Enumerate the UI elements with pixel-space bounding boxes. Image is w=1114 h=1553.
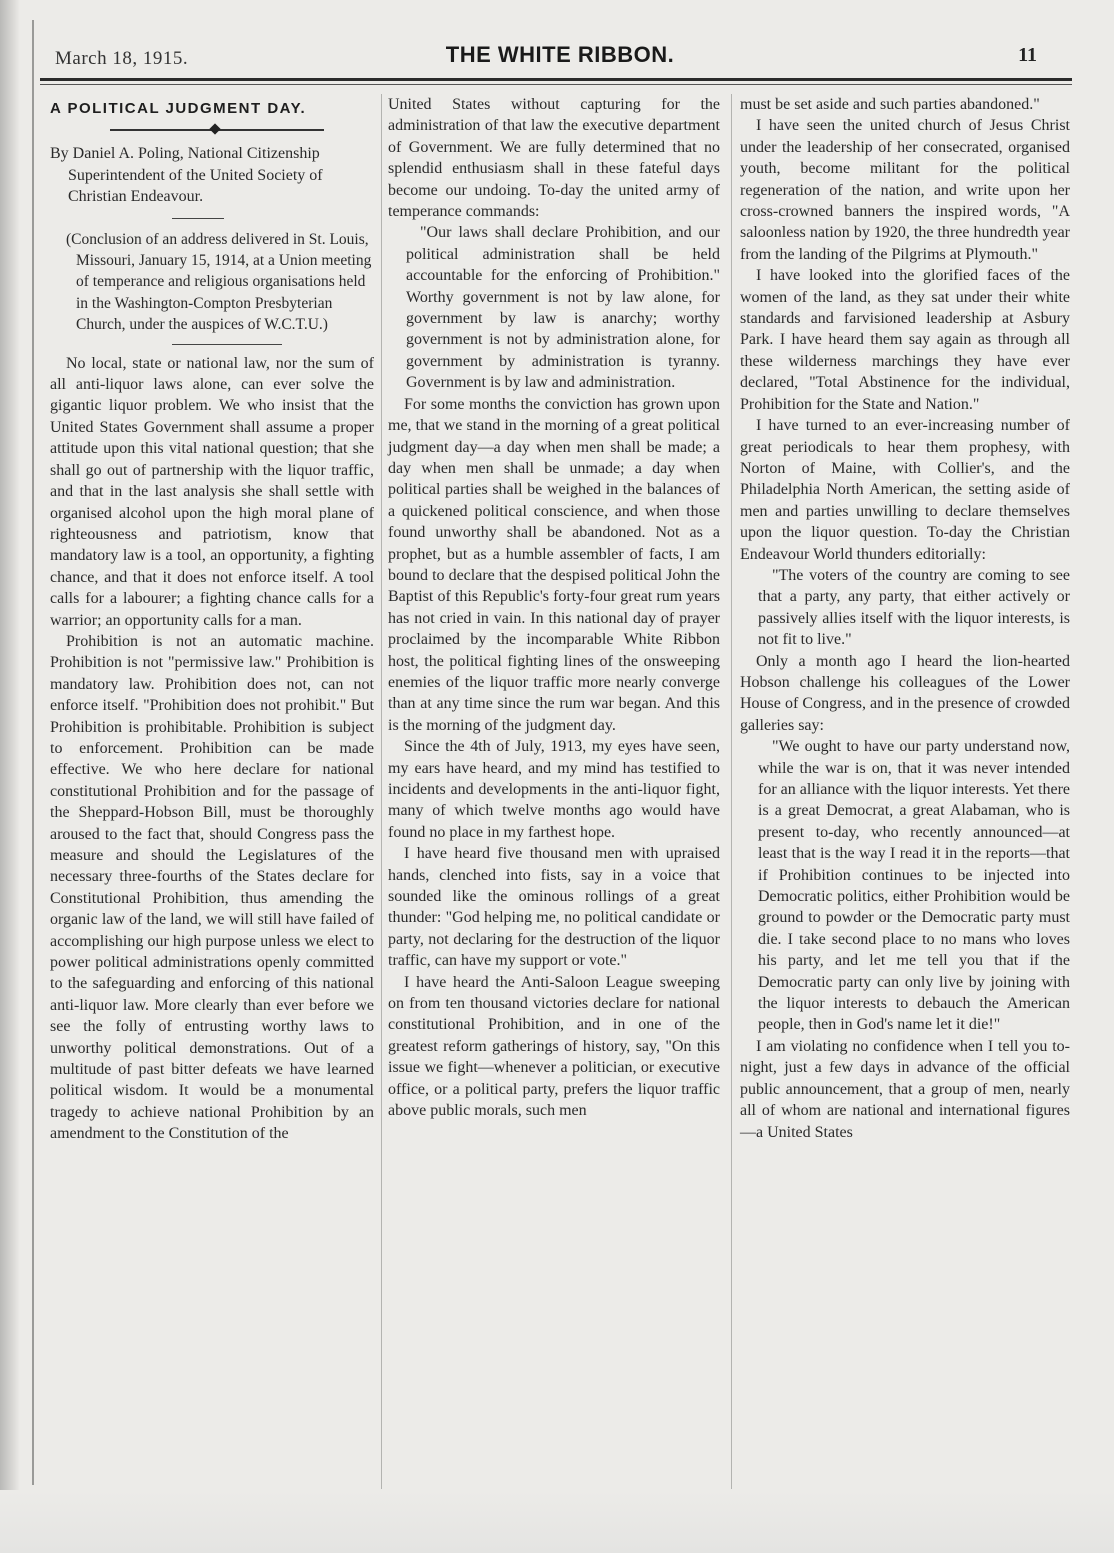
header-rule-thick xyxy=(40,78,1072,81)
block-quote: "We ought to have our party understand now, while the war is on, that it was never intended for an alliance with the liquor interests. Yet there is a great Democrat, a great Alabaman, who is present to-day, who recently announced—at least that is the way I read it in the reports—that if Prohibition continues to be injected into Democratic politics, either Prohibition would be ground to powder or the Democratic party must die. I take second place to no mans who loves his party, and let me tell you that if the Democratic party can only live by joining with the liquor interests to debauch the American people, then in God's name let it die!" xyxy=(758,738,1070,1034)
paragraph: must be set aside and such parties abandoned." xyxy=(740,96,1040,113)
paragraph: Prohibition is not an automatic machine. Prohibition is not "permissive law." Prohibition is mandatory law. Prohibition does not, can not enforce itself. "Prohibition does not prohibit." But Prohibition is prohibitable. Prohibition is subject to enforcement. Prohibition can be made effective. We who here declare for national constitutional Prohibition and for the passage of the Sheppard-Hobson Bill, must be thoroughly aroused to the fact that, should Congress pass the measure and should the Legislatures of the necessary three-fourths of the States declare for Constitutional Prohibition, thus amending the organic law of the land, we will still have failed of accomplishing our high purpose unless we elect to power political administrations openly committed to the safeguarding and enforcing of this national anti-liquor law. More clearly than ever before we see the folly of entrusting worthy laws to unworthy political demonstrations. Out of a multitude of past bitter defeats we have learned political wisdom. It would be a monumental tragedy to achieve national Prohibition by an amendment to the Constitution of the xyxy=(50,632,374,1143)
column-divider xyxy=(381,94,382,1489)
paragraph: I am violating no confidence when I tell you to-night, just a few days in advance of the official public announcement, that a group of men, nearly all of whom are national and international figures—a United States xyxy=(740,1037,1070,1141)
issue-date: March 18, 1915. xyxy=(55,48,189,69)
paragraph: For some months the conviction has grown upon me, that we stand in the morning of a great political judgment day—a day when men shall be made; a day when men shall be unmade; a day when political parties shall be weighed in the balances of a quickened political conscience, and when those found unworthy shall be abandoned. Not as a prophet, but as a humble assembler of facts, I am bound to declare that the despised political John the Baptist of this Republic's forty-four great rum years has not cried in vain. In this national day of prayer proclaimed by the incomparable White Ribbon host, the political fighting lines of the onsweeping enemies of the liquor traffic more nearly converge than at any time since the rum war began. And this is the morning of the judgment day. xyxy=(388,395,720,734)
page-header xyxy=(55,38,1065,74)
column-1 xyxy=(50,94,374,1145)
paragraph: I have seen the united church of Jesus Christ under the leadership of her consecrated, organised youth, become militant for the political regeneration of the nation, and write upon her cross-crowned banners the inspired words, "A saloonless nation by 1920, the three hundredth year from the landing of the Pilgrims at Plymouth." xyxy=(740,117,1070,263)
binding-shadow xyxy=(0,0,20,1553)
paragraph: I have looked into the glorified faces of the women of the land, as they sat under their white standards and farvisioned leadership at Asbury Park. I have heard them say again as through all these wilderness marchings they have ever declared, "Total Abstinence for the individual, Prohibition for the State and Nation." xyxy=(740,267,1070,413)
paragraph: I have heard the Anti-Saloon League sweeping on from ten thousand victories declare for national constitutional Prohibition, and in one of the greatest reform gatherings of history, say, "On this issue we fight—whenever a politician, or executive office, or a political party, prefers the liquor traffic above public morals, such men xyxy=(388,973,720,1120)
article-byline: By Daniel A. Poling, National Citizenship Superintendent of the United Society of Christian Endeavour. xyxy=(50,145,323,206)
paragraph: United States without capturing for the administration of that law the executive department of Government. We are fully determined that no splendid enthusiasm shall in these fateful days become our undoing. To-day the united army of temperance commands: xyxy=(388,96,720,221)
paragraph: Since the 4th of July, 1913, my eyes have seen, my ears have heard, and my mind has testified to incidents and developments in the anti-liquor fight, many of which twelve months ago would have found no place in my farthest hope. xyxy=(388,738,720,841)
page-number: 11 xyxy=(1018,44,1037,66)
column-divider xyxy=(731,94,732,1489)
paragraph: I have heard five thousand men with upraised hands, clenched into fists, say in a voice that sounded like the ominous rollings of a great thunder: "God helping me, no political candidate or party, not declaring for the destruction of the liquor traffic, can have my support or vote." xyxy=(388,845,720,970)
header-rule-thin xyxy=(40,84,1072,85)
paragraph: I have turned to an ever-increasing number of great periodicals to hear them prophesy, with Norton of Maine, with Collier's, and the Philadelphia North American, the setting aside of men and parties unwilling to declare themselves upon the liquor question. To-day the Christian Endeavour World thunders editorially: xyxy=(740,417,1070,563)
paragraph: No local, state or national law, nor the sum of all anti-liquor laws alone, can ever solve the gigantic liquor problem. We who insist that the United States Government shall assume a proper attitude upon this vital national question; that she shall go out of partnership with the liquor traffic, and that in the last analysis she shall settle with organised alcohol upon the high moral plane of righteousness and patriotism, know that mandatory law is a tool, an opportunity, a fighting chance, and that it does not enforce itself. A tool calls for a labourer; a fighting chance calls for a warrior; an opportunity calls for a man. xyxy=(50,354,374,629)
article-title: A POLITICAL JUDGMENT DAY. xyxy=(50,100,307,117)
column-3 xyxy=(740,94,1070,1143)
block-quote: "Our laws shall declare Prohibition, and our political administration shall be held accountable for the enforcing of Prohibition." Worthy government is not by law alone, for government by law is anarchy; worthy government is not by administration alone, for government by administration is tyranny. Government is by law and administration. xyxy=(406,224,720,392)
block-quote: "The voters of the country are coming to see that a party, any party, that either actively or passively allies itself with the liquor interests, is not fit to live." xyxy=(758,566,1070,649)
title-ornament xyxy=(50,123,374,137)
byline-rule xyxy=(172,218,224,219)
paragraph: Only a month ago I heard the lion-hearted Hobson challenge his colleagues of the Lower House of Congress, and in the presence of crowded galleries say: xyxy=(740,652,1070,734)
column-2 xyxy=(388,94,720,1122)
margin-rule xyxy=(32,20,34,1485)
publication-title: THE WHITE RIBBON. xyxy=(445,42,675,67)
editorial-note: (Conclusion of an address delivered in St. Louis, Missouri, January 15, 1914, at a Union meeting of temperance and religious organisations held in the Washington-Compton Presbyterian Church, under the auspices of W.C.T.U.) xyxy=(66,230,372,334)
note-rule xyxy=(172,344,282,345)
page-bottom-margin xyxy=(0,1490,1114,1553)
